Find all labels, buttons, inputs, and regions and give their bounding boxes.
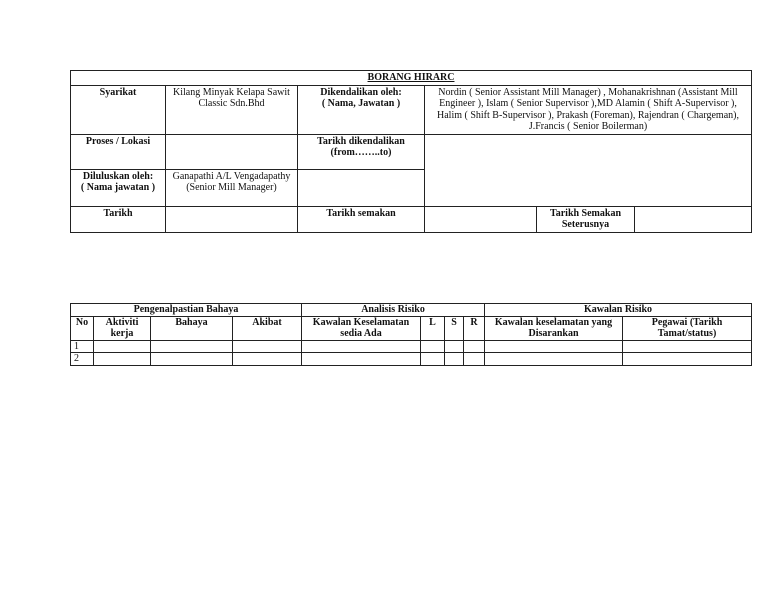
tarikh-semakan-value — [425, 206, 537, 232]
diluluskan-label-cell — [71, 169, 166, 206]
tarikh-semakan-seterusnya-value — [635, 206, 752, 232]
tarikh-label: Tarikh — [71, 206, 166, 232]
col-kawalan-disarankan: Kawalan keselamatan yang Disarankan — [485, 316, 623, 340]
hazard-table — [70, 303, 752, 366]
dikendalikan-label: Dikendalikan oleh: — [320, 86, 402, 98]
empty-cell — [298, 169, 425, 206]
group-kawalan: Kawalan Risiko — [485, 304, 752, 317]
col-akibat: Akibat — [233, 316, 302, 340]
row-no: 2 — [71, 353, 94, 366]
hirarc-form — [70, 70, 752, 233]
proses-value — [166, 134, 298, 169]
tarikh-dikendalikan-sub: (from……..to) — [330, 147, 392, 158]
diluluskan-sub: ( Nama jawatan ) — [80, 182, 156, 193]
col-bahaya: Bahaya — [151, 316, 233, 340]
col-r: R — [464, 316, 485, 340]
table-row — [71, 353, 752, 366]
tarikh-value — [166, 206, 298, 232]
syarikat-label: Syarikat — [71, 85, 166, 134]
group-pengenalpastian: Pengenalpastian Bahaya — [71, 304, 302, 317]
blank-merged-cell — [425, 134, 752, 206]
proses-label: Proses / Lokasi — [71, 134, 166, 169]
col-pegawai: Pegawai (Tarikh Tamat/status) — [623, 316, 752, 340]
row-no: 1 — [71, 340, 94, 353]
form-title: BORANG HIRARC — [71, 71, 752, 86]
diluluskan-label: Diluluskan oleh: — [82, 170, 154, 182]
col-no: No — [71, 316, 94, 340]
col-l: L — [421, 316, 445, 340]
tarikh-dikendalikan-cell — [298, 134, 425, 169]
syarikat-value: Kilang Minyak Kelapa Sawit Classic Sdn.Bhd — [166, 85, 298, 134]
dikendalikan-sub: ( Nama, Jawatan ) — [321, 98, 401, 109]
tarikh-dikendalikan-label: Tarikh dikendalikan — [317, 135, 405, 147]
col-kawalan-sedia-ada: Kawalan Keselamatan sedia Ada — [302, 316, 421, 340]
table-row — [71, 340, 752, 353]
tarikh-semakan-seterusnya-label: Tarikh Semakan Seterusnya — [537, 206, 635, 232]
dikendalikan-value: Nordin ( Senior Assistant Mill Manager) , Mohanakrishnan (Assistant Mill Engineer ), Islam ( Senior Supervisor ),MD Alamin ( Shift A-Supervisor ), Halim ( Shift B-Supervisor ), Prakash (Foreman), Rajendran ( Chargeman), J.Francis ( Senior Boilerman) — [425, 85, 752, 134]
group-analisis: Analisis Risiko — [302, 304, 485, 317]
tarikh-semakan-label: Tarikh semakan — [298, 206, 425, 232]
dikendalikan-label-cell — [298, 85, 425, 134]
col-aktiviti: Aktiviti kerja — [94, 316, 151, 340]
col-s: S — [445, 316, 464, 340]
diluluskan-value: Ganapathi A/L Vengadapathy (Senior Mill Manager) — [166, 169, 298, 206]
